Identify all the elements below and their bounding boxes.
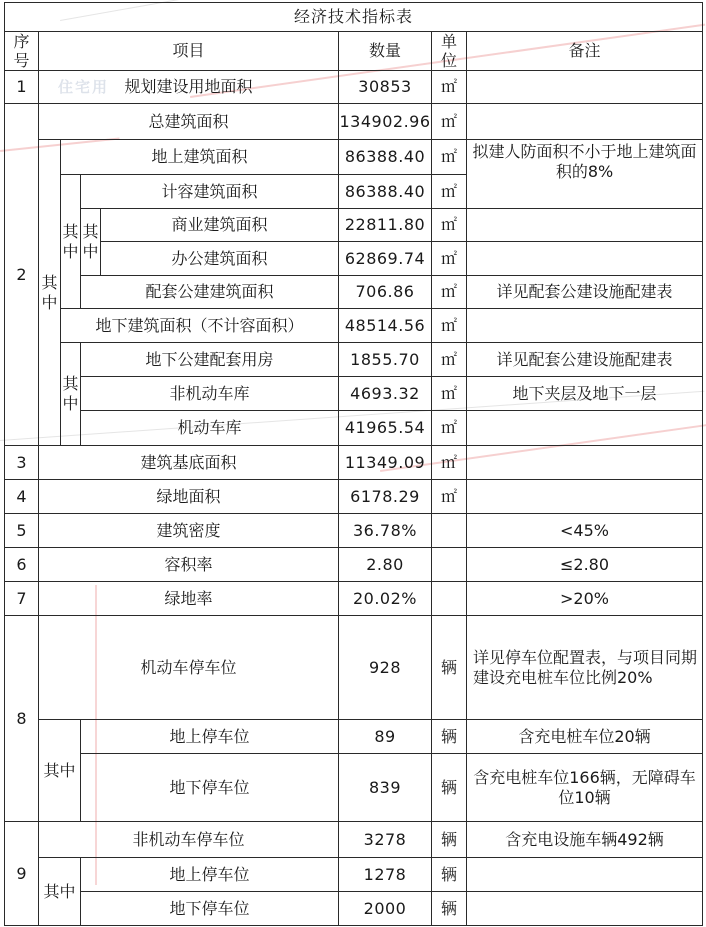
unit-cell: ㎡ [432,377,467,411]
unit-cell: ㎡ [432,242,467,276]
note-cell: 详见配套公建设施配建表 [467,343,703,377]
table-row [5,140,703,175]
header-quantity: 数量 [339,32,432,71]
serial-cell: 9 [5,822,39,926]
table-row [5,548,703,582]
value-cell: 89 [339,720,432,754]
header-unit [432,32,467,71]
unit-cell: ㎡ [432,104,467,140]
qizhong-label [81,209,101,276]
note-cell [467,209,703,242]
item-cell: 配套公建建筑面积 [81,276,339,309]
value-cell: 4693.32 [339,377,432,411]
value-cell: 2000 [339,892,432,926]
table-row [5,822,703,858]
value-cell: 839 [339,754,432,822]
qizhong-label [39,140,61,446]
value-cell: 134902.96 [339,104,432,140]
item-cell: 地上停车位 [81,720,339,754]
header-serial-label: 序号 [13,32,30,70]
value-cell: 3278 [339,822,432,858]
unit-cell: ㎡ [432,209,467,242]
note-cell [467,480,703,514]
unit-cell [432,548,467,582]
serial-cell: 7 [5,582,39,616]
value-cell: 30853 [339,71,432,104]
note-cell: 详见停车位配置表，与项目同期建设充电桩车位比例20% [467,616,703,720]
note-cell: 详见配套公建设施配建表 [467,276,703,309]
item-cell: 地上建筑面积 [61,140,339,175]
serial-cell: 2 [5,104,39,446]
unit-cell: ㎡ [432,71,467,104]
unit-cell [432,514,467,548]
note-cell [467,411,703,446]
table-row [5,446,703,480]
table-title: 经济技术指标表 [5,3,703,32]
item-cell: 机动车库 [81,411,339,446]
item-cell: 机动车停车位 [39,616,339,720]
table-row [5,480,703,514]
value-cell: 86388.40 [339,140,432,175]
value-cell: 22811.80 [339,209,432,242]
header-unit-label: 单位 [440,32,457,70]
table-row [5,754,703,822]
note-cell [467,242,703,276]
unit-cell: ㎡ [432,175,467,209]
table-row [5,242,703,276]
item-cell: 地下公建配套用房 [81,343,339,377]
value-cell: 62869.74 [339,242,432,276]
unit-cell: 辆 [432,616,467,720]
value-cell: 86388.40 [339,175,432,209]
unit-cell: 辆 [432,754,467,822]
note-cell: 拟建人防面积不小于地上建筑面积的8% [467,140,703,209]
table-row [5,343,703,377]
qizhong-text: 其中 [41,272,58,312]
item-cell: 绿地率 [39,582,339,616]
item-cell: 非机动车库 [81,377,339,411]
unit-cell: 辆 [432,858,467,892]
table-row [5,104,703,140]
note-cell: >20% [467,582,703,616]
qizhong-label: 其中 [39,720,81,822]
item-cell: 地下建筑面积（不计容面积） [61,309,339,343]
table-row [5,616,703,720]
item-cell: 绿地面积 [39,480,339,514]
background-watermark: 住宅用 [58,78,110,96]
item-cell: 容积率 [39,548,339,582]
value-cell: 11349.09 [339,446,432,480]
item-cell: 规划建设用地面积 [39,71,339,104]
table-row [5,858,703,892]
unit-cell: 辆 [432,892,467,926]
serial-cell: 6 [5,548,39,582]
header-item: 项目 [39,32,339,71]
value-cell: 6178.29 [339,480,432,514]
value-cell: 706.86 [339,276,432,309]
item-cell: 建筑密度 [39,514,339,548]
table-row [5,582,703,616]
value-cell: 1278 [339,858,432,892]
serial-cell: 8 [5,616,39,822]
item-cell: 总建筑面积 [39,104,339,140]
qizhong-label [61,175,81,309]
serial-cell: 4 [5,480,39,514]
note-cell: 含充电桩车位166辆，无障碍车位10辆 [467,754,703,822]
value-cell: 41965.54 [339,411,432,446]
qizhong-text: 其中 [82,222,99,261]
unit-cell: ㎡ [432,140,467,175]
item-cell: 地下停车位 [81,754,339,822]
value-cell: 1855.70 [339,343,432,377]
table-row [5,514,703,548]
qizhong-label [61,343,81,446]
unit-cell [432,582,467,616]
serial-cell: 1 [5,71,39,104]
value-cell: 928 [339,616,432,720]
note-cell: ≤2.80 [467,548,703,582]
header-note: 备注 [467,32,703,71]
item-cell: 计容建筑面积 [81,175,339,209]
table-row [5,276,703,309]
header-serial [5,32,39,71]
table-row [5,71,703,104]
item-cell: 办公建筑面积 [101,242,339,276]
serial-cell: 5 [5,514,39,548]
note-cell [467,446,703,480]
unit-cell: 辆 [432,822,467,858]
economic-indicators-table [4,2,703,926]
table-row [5,892,703,926]
qizhong-text: 其中 [62,374,79,413]
header-row [5,32,703,71]
table-row [5,209,703,242]
item-cell: 商业建筑面积 [101,209,339,242]
qizhong-label: 其中 [39,858,81,926]
qizhong-text: 其中 [62,221,79,261]
table-row [5,309,703,343]
note-cell: 含充电桩车位20辆 [467,720,703,754]
note-cell [467,858,703,892]
unit-cell: ㎡ [432,480,467,514]
value-cell: 48514.56 [339,309,432,343]
item-cell: 地上停车位 [81,858,339,892]
note-cell [467,104,703,140]
value-cell: 36.78% [339,514,432,548]
item-cell: 非机动车停车位 [39,822,339,858]
unit-cell: ㎡ [432,309,467,343]
table-row [5,377,703,411]
value-cell: 2.80 [339,548,432,582]
unit-cell: 辆 [432,720,467,754]
note-cell [467,71,703,104]
note-cell: 含充电设施车辆492辆 [467,822,703,858]
table-row [5,720,703,754]
note-cell [467,892,703,926]
item-cell: 地下停车位 [81,892,339,926]
unit-cell: ㎡ [432,411,467,446]
note-cell [467,309,703,343]
unit-cell: ㎡ [432,446,467,480]
serial-cell: 3 [5,446,39,480]
note-cell: 地下夹层及地下一层 [467,377,703,411]
table-row [5,411,703,446]
unit-cell: ㎡ [432,343,467,377]
unit-cell: ㎡ [432,276,467,309]
value-cell: 20.02% [339,582,432,616]
note-cell: <45% [467,514,703,548]
item-cell: 建筑基底面积 [39,446,339,480]
